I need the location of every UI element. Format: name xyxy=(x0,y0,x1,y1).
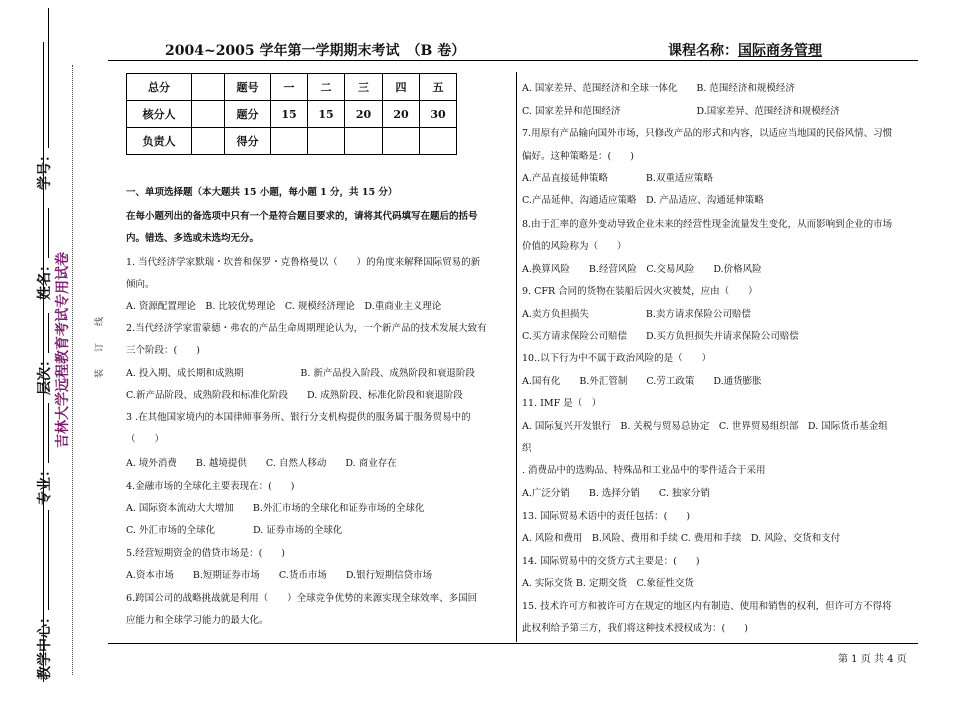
table-cell: 得分 xyxy=(225,128,271,155)
question-line: 6.跨国公司的战略挑战就是利用（ ）全球竞争优势的来源实现全球效率、多国回 xyxy=(126,593,478,604)
score-input-cell[interactable] xyxy=(420,128,457,155)
name-label: 姓名： xyxy=(37,258,53,300)
exam-title: 2004~2005 学年第一学期期末考试 （B 卷） xyxy=(165,43,466,59)
table-cell: 二 xyxy=(308,74,345,101)
question-line: 15. 技术许可方和被许可方在规定的地区内有制造、使用和销售的权利，但许可方不得将 xyxy=(522,601,892,612)
option-line: A.产品直接延伸策略 B.双重适应策略 xyxy=(522,173,713,184)
option-line: C. 外汇市场的全球化 D. 证券市场的全球化 xyxy=(126,525,343,536)
question-line: 价值的风险称为（ ） xyxy=(522,241,627,252)
table-cell: 题号 xyxy=(225,74,271,101)
option-line: C.产品延伸、沟通适应策略 D. 产品适应、沟通延伸策略 xyxy=(522,195,764,206)
table-cell xyxy=(192,74,225,101)
option-line: 织 xyxy=(522,443,532,454)
question-line: . 消费品中的选购品、特殊品和工业品中的零件适合于采用 xyxy=(522,465,766,476)
score-input-cell[interactable] xyxy=(383,128,420,155)
option-line: A. 国际复兴开发银行 B. 关税与贸易总协定 C. 世界贸易组织部 D. 国际货币基金组 xyxy=(522,421,888,432)
option-line: C.新产品阶段、成熟阶段和标准化阶段 D. 成熟阶段、标准化阶段和衰退阶段 xyxy=(126,390,463,401)
question-line: 4.金融市场的全球化主要表现在：( ) xyxy=(126,481,295,492)
center-field xyxy=(34,510,54,680)
option-line: A. 投入期、成长期和成熟期 B. 新产品投入阶段、成熟阶段和衰退阶段 xyxy=(126,368,475,379)
question-line: 13. 国际贸易术语中的责任包括：( ) xyxy=(522,511,691,522)
option-line: A. 实际交货 B. 定期交货 C.象征性交货 xyxy=(522,578,694,589)
question-line: 5.经营短期资金的借贷市场是：( ) xyxy=(126,548,285,559)
question-line: 应能力和全球学习能力的最大化。 xyxy=(126,615,269,626)
table-cell: 三 xyxy=(345,74,383,101)
level-field xyxy=(34,313,54,395)
question-line: 1. 当代经济学家默瑞・坎普和保罗・克鲁格曼以（ ）的角度来解释国际贸易的新 xyxy=(126,257,481,268)
question-line: 14. 国际贸易中的交货方式主要是：( ) xyxy=(522,556,700,567)
option-line: A.卖方负担损失 B.卖方请求保险公司赔偿 xyxy=(522,309,751,320)
level-label: 层次： xyxy=(37,353,53,395)
table-row xyxy=(127,101,457,128)
option-line: A. 国家差异、范围经济和全球一体化 B. 范围经济和规模经济 xyxy=(522,83,795,94)
option-line: A.资本市场 B.短期证券市场 C.货币市场 D.银行短期信贷市场 xyxy=(126,570,433,581)
student-id-label: 学号： xyxy=(37,148,53,190)
table-cell: 一 xyxy=(271,74,308,101)
question-line: 9. CFR 合同的货物在装船后因火灾被焚，应由（ ） xyxy=(522,286,758,297)
section-title: 一、单项选择题（本大题共 15 小题，每小题 1 分，共 15 分） xyxy=(126,187,398,198)
major-field xyxy=(34,403,54,505)
name-field xyxy=(34,208,54,300)
option-line: A.国有化 B.外汇管制 C.劳工政策 D.通货膨胀 xyxy=(522,376,762,387)
score-input-cell[interactable] xyxy=(308,128,345,155)
student-id-field xyxy=(34,8,54,190)
table-cell: 30 xyxy=(420,101,457,128)
option-line: A. 境外消费 B. 越境提供 C. 自然人移动 D. 商业存在 xyxy=(126,458,397,469)
page-number: 第 1 页 共 4 页 xyxy=(838,654,907,665)
question-line: 7.用原有产品输向国外市场，只修改产品的形式和内容，以适应当地国的民俗风情、习惯 xyxy=(522,128,893,139)
major-label: 专业： xyxy=(37,463,53,505)
binding-dotted-line xyxy=(72,65,73,675)
option-line: A.换算风险 B.经营风险 C.交易风险 D.价格风险 xyxy=(522,264,762,275)
option-line: C.买方请求保险公司赔偿 D.买方负担损失并请求保险公司赔偿 xyxy=(522,331,799,342)
level-blank[interactable] xyxy=(48,313,49,353)
question-line: 8.由于汇率的意外变动导致企业未来的经营性现金流量发生变化，从而影响到企业的市场 xyxy=(522,219,893,230)
binding-text: 装 订 线 xyxy=(95,312,105,378)
bottom-rule xyxy=(108,643,918,644)
option-line: A. 风险和费用 B.风险、费用和手续 C. 费用和手续 D. 风险、交货和支付 xyxy=(522,533,841,544)
top-rule xyxy=(108,60,918,61)
instruction-line: 在每小题列出的备选项中只有一个是符合题目要求的，请将其代码填写在题后的括号 xyxy=(126,211,478,222)
course-heading xyxy=(668,40,822,60)
table-cell: 核分人 xyxy=(127,101,192,128)
table-cell xyxy=(192,101,225,128)
score-table xyxy=(126,73,457,155)
option-line: C. 国家差异和范围经济 D.国家差异、范围经济和规模经济 xyxy=(522,106,840,117)
option-line: A. 资源配置理论 B. 比较优势理论 C. 规模经济理论 D.重商业主义理论 xyxy=(126,301,442,312)
column-divider xyxy=(516,72,517,642)
table-cell: 四 xyxy=(383,74,420,101)
table-cell: 15 xyxy=(271,101,308,128)
question-line: 三个阶段：( ) xyxy=(126,345,200,356)
question-line: 倾向。 xyxy=(126,279,155,290)
course-name: 国际商务管理 xyxy=(738,43,822,59)
major-blank[interactable] xyxy=(48,403,49,463)
table-row xyxy=(127,74,457,101)
question-line: 10..以下行为中不属于政治风险的是（ ） xyxy=(522,353,712,364)
table-cell: 题分 xyxy=(225,101,271,128)
table-cell: 20 xyxy=(383,101,420,128)
table-cell[interactable] xyxy=(192,128,225,155)
question-line: 2.当代经济学家雷蒙德・弗农的产品生命周期理论认为，一个新产品的技术发展大致有 xyxy=(126,323,487,334)
table-row xyxy=(127,128,457,155)
vertical-exam-title: 吉林大学远程教育考试专用试卷 xyxy=(55,252,71,448)
option-line: A.广泛分销 B. 选择分销 C. 独家分销 xyxy=(522,488,710,499)
table-cell: 15 xyxy=(308,101,345,128)
instruction-line: 内。错选、多选或未选均无分。 xyxy=(126,233,260,244)
student-id-blank[interactable] xyxy=(48,8,49,148)
course-label: 课程名称： xyxy=(668,43,738,59)
question-line: 11. IMF 是（ ） xyxy=(522,398,602,409)
table-cell: 负责人 xyxy=(127,128,192,155)
option-line: A. 国际资本流动大大增加 B.外汇市场的全球化和证券市场的全球化 xyxy=(126,503,425,514)
question-line: 3 .在其他国家境内的本国律师事务所、银行分支机构提供的服务属于服务贸易中的 xyxy=(126,412,471,423)
name-blank[interactable] xyxy=(48,208,49,258)
question-line: （ ） xyxy=(126,434,165,445)
center-label: 教学中心： xyxy=(37,610,53,680)
score-input-cell[interactable] xyxy=(345,128,383,155)
score-input-cell[interactable] xyxy=(271,128,308,155)
table-cell: 总分 xyxy=(127,74,192,101)
table-cell: 20 xyxy=(345,101,383,128)
center-blank[interactable] xyxy=(48,510,49,610)
table-cell: 五 xyxy=(420,74,457,101)
question-line: 偏好。这种策略是：( ) xyxy=(522,151,634,162)
question-line: 此权利给予第三方，我们将这种技术授权成为：( ) xyxy=(522,623,748,634)
